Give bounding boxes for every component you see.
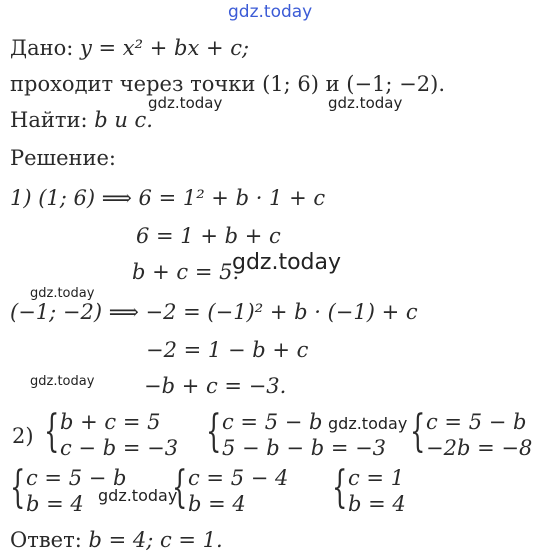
system5-eq1: c = 5 − 4 bbox=[188, 466, 289, 490]
step1-line2: 6 = 1 + b + c bbox=[136, 224, 281, 248]
watermark-1: gdz.today bbox=[148, 94, 223, 112]
watermark-2: gdz.today bbox=[328, 94, 403, 112]
watermark-6: gdz.today bbox=[328, 414, 408, 433]
watermark-4: gdz.today bbox=[30, 286, 95, 301]
find-line bbox=[10, 108, 153, 132]
system4-brace: { bbox=[10, 462, 26, 513]
answer-label: Ответ: bbox=[10, 528, 82, 552]
system2-eq2: 5 − b − b = −3 bbox=[222, 436, 387, 460]
passes-line bbox=[10, 72, 445, 96]
passes-text: проходит через точки bbox=[10, 72, 256, 96]
step1-line3: b + c = 5. bbox=[132, 260, 240, 284]
system1-eq1: b + c = 5 bbox=[60, 410, 161, 434]
answer-line bbox=[10, 528, 223, 552]
step1-line4: (−1; −2) ⟹ −2 = (−1)² + b · (−1) + c bbox=[10, 300, 418, 324]
find-vars: b и c. bbox=[94, 108, 153, 132]
system6-eq2: b = 4 bbox=[348, 492, 406, 516]
system5-brace: { bbox=[172, 462, 188, 513]
step1-line1: 1) (1; 6) ⟹ 6 = 1² + b · 1 + c bbox=[10, 186, 326, 210]
points-text: (1; 6) и (−1; −2). bbox=[262, 72, 445, 96]
step1-line6: −b + c = −3. bbox=[144, 374, 287, 398]
given-equation: y = x² + bx + c; bbox=[80, 36, 250, 60]
system2-eq1: c = 5 − b bbox=[222, 410, 323, 434]
system3-eq2: −2b = −8 bbox=[426, 436, 533, 460]
watermark-3: gdz.today bbox=[232, 250, 342, 275]
system4-eq1: c = 5 − b bbox=[26, 466, 127, 490]
watermark-5: gdz.today bbox=[30, 374, 95, 389]
given-label: Дано: bbox=[10, 36, 74, 60]
step1-line5: −2 = 1 − b + c bbox=[146, 338, 309, 362]
step2-label: 2) bbox=[12, 424, 34, 448]
system3-eq1: c = 5 − b bbox=[426, 410, 527, 434]
system1-brace: { bbox=[44, 406, 60, 457]
system6-eq1: c = 1 bbox=[348, 466, 405, 490]
find-label: Найти: bbox=[10, 108, 88, 132]
system5-eq2: b = 4 bbox=[188, 492, 246, 516]
system1-eq2: c − b = −3 bbox=[60, 436, 179, 460]
answer-value: b = 4; c = 1. bbox=[88, 528, 223, 552]
solution-label: Решение: bbox=[10, 146, 117, 170]
system2-brace: { bbox=[206, 406, 222, 457]
system6-brace: { bbox=[332, 462, 348, 513]
given-line bbox=[10, 36, 249, 60]
system3-brace: { bbox=[410, 406, 426, 457]
watermark-top: gdz.today bbox=[228, 2, 313, 22]
watermark-7: gdz.today bbox=[98, 486, 178, 505]
system4-eq2: b = 4 bbox=[26, 492, 84, 516]
